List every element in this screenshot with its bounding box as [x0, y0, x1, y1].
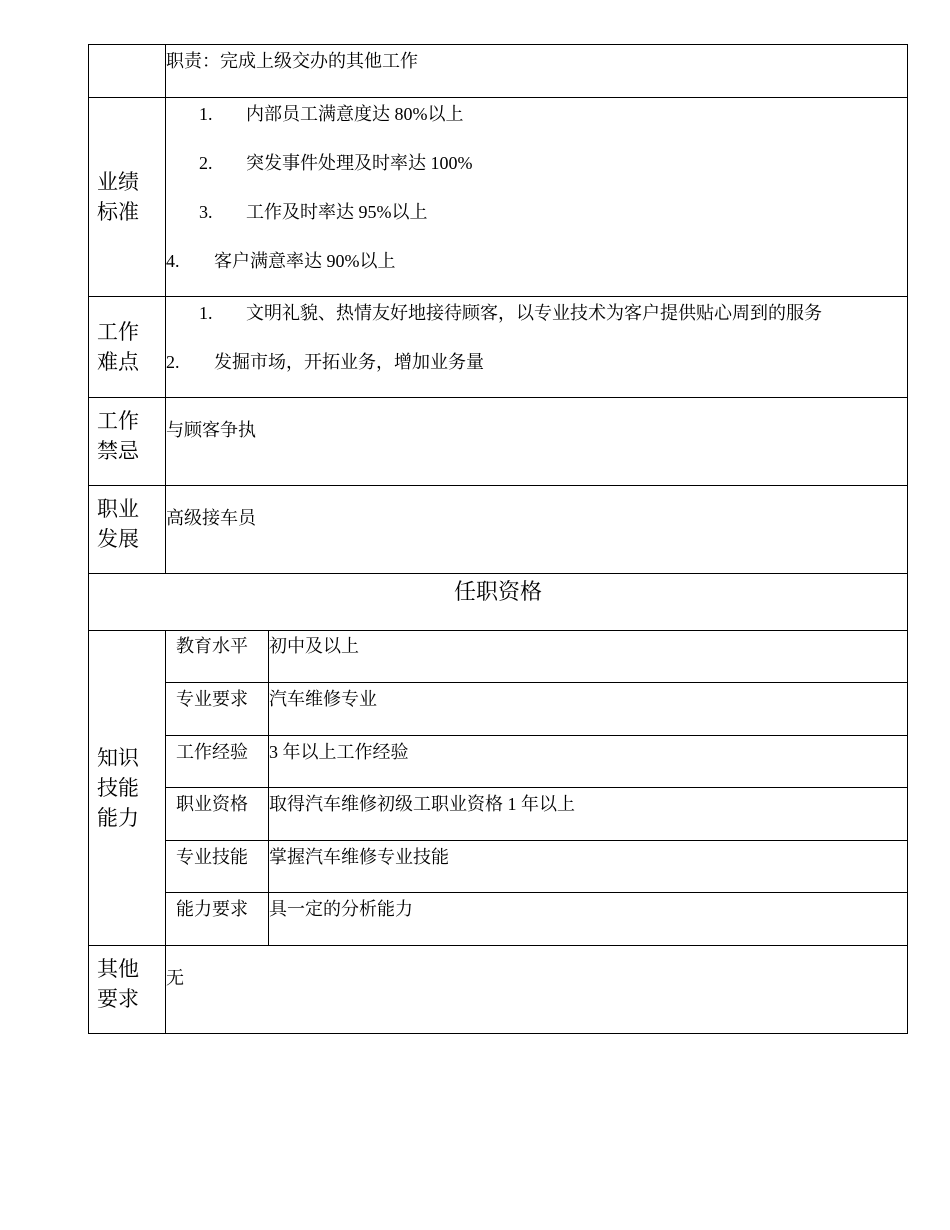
knowledge-label: 知识技能能力	[89, 631, 166, 946]
list-number: 2.	[199, 153, 213, 173]
list-number: 2.	[166, 352, 180, 372]
list-item	[166, 350, 907, 390]
duty-cell	[166, 45, 908, 98]
knowledge-key: 职业资格	[166, 787, 269, 840]
list-item	[166, 301, 907, 350]
list-number: 4.	[166, 251, 180, 271]
knowledge-value: 初中及以上	[269, 630, 908, 682]
qualification-title: 任职资格	[89, 574, 908, 631]
list-text: 客户满意率达 90%以上	[214, 251, 396, 271]
performance-row	[89, 98, 908, 297]
table-row	[166, 630, 908, 682]
table-row	[166, 892, 908, 945]
knowledge-key: 专业要求	[166, 682, 269, 735]
taboo-row	[89, 398, 908, 486]
list-item	[166, 200, 907, 249]
knowledge-value: 取得汽车维修初级工职业资格 1 年以上	[269, 787, 908, 840]
table-row	[166, 787, 908, 840]
list-number: 1.	[199, 303, 213, 323]
knowledge-key: 工作经验	[166, 735, 269, 787]
list-text: 文明礼貌、热情友好地接待顾客，以专业技术为客户提供贴心周到的服务	[246, 303, 822, 323]
duty-label-cell	[89, 45, 166, 98]
knowledge-value: 3 年以上工作经验	[269, 735, 908, 787]
list-item	[166, 249, 907, 289]
table-row	[166, 735, 908, 787]
list-text: 发掘市场，开拓业务，增加业务量	[214, 352, 484, 372]
taboo-text: 与顾客争执	[166, 420, 256, 440]
career-row	[89, 486, 908, 574]
performance-label: 业绩标准	[89, 98, 166, 297]
knowledge-key: 教育水平	[166, 630, 269, 682]
career-label: 职业发展	[89, 486, 166, 574]
career-text: 高级接车员	[166, 508, 256, 528]
knowledge-value: 汽车维修专业	[269, 682, 908, 735]
knowledge-cell	[166, 631, 908, 946]
duty-row	[89, 45, 908, 98]
other-cell	[166, 946, 908, 1034]
taboo-label: 工作禁忌	[89, 398, 166, 486]
list-number: 3.	[199, 202, 213, 222]
qualification-title-row	[89, 574, 908, 631]
knowledge-value: 掌握汽车维修专业技能	[269, 840, 908, 892]
list-text: 内部员工满意度达 80%以上	[246, 104, 464, 124]
list-item	[166, 151, 907, 200]
job-description-table	[88, 44, 907, 1034]
knowledge-key: 能力要求	[166, 892, 269, 945]
list-text: 工作及时率达 95%以上	[246, 202, 428, 222]
other-text: 无	[166, 968, 184, 988]
other-row	[89, 946, 908, 1034]
list-text: 突发事件处理及时率达 100%	[246, 153, 473, 173]
duty-text: 职责：完成上级交办的其他工作	[166, 51, 418, 71]
knowledge-value: 具一定的分析能力	[269, 892, 908, 945]
knowledge-row	[89, 631, 908, 946]
table-row	[166, 840, 908, 892]
list-item	[166, 102, 907, 151]
difficulty-cell	[166, 297, 908, 398]
difficulty-row	[89, 297, 908, 398]
career-cell	[166, 486, 908, 574]
performance-cell	[166, 98, 908, 297]
table-row	[166, 682, 908, 735]
knowledge-key: 专业技能	[166, 840, 269, 892]
list-number: 1.	[199, 104, 213, 124]
other-label: 其他要求	[89, 946, 166, 1034]
taboo-cell	[166, 398, 908, 486]
difficulty-label: 工作难点	[89, 297, 166, 398]
